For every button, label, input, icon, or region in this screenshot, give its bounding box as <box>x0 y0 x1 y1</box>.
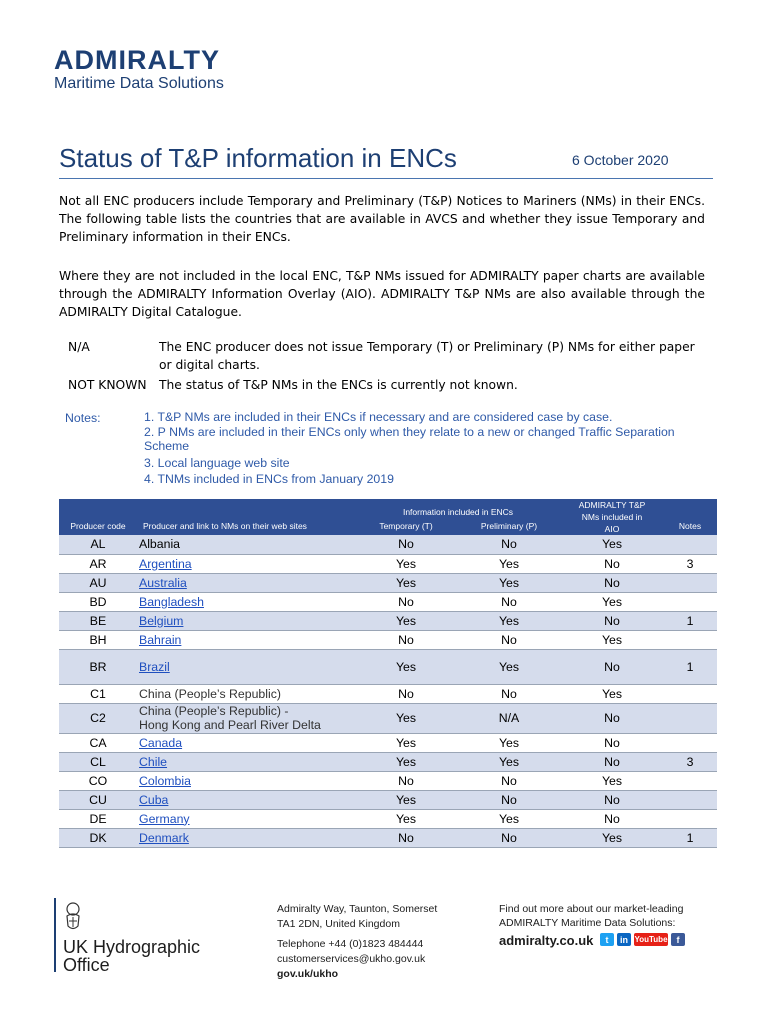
note-item: 2. P NMs are included in their ENCs only when they relate to a new or changed Traffic Separation Scheme <box>144 424 675 453</box>
table-row <box>59 771 717 790</box>
preliminary-value: No <box>457 684 561 703</box>
producer-code: BR <box>59 649 137 684</box>
aio-value: No <box>561 733 663 752</box>
table-row <box>59 809 717 828</box>
aio-value: No <box>561 554 663 573</box>
table-row <box>59 684 717 703</box>
preliminary-value: No <box>457 790 561 809</box>
note-item: 4. TNMs included in ENCs from January 2019 <box>144 472 394 486</box>
aio-value: Yes <box>561 684 663 703</box>
header-admiralty-aio: ADMIRALTY T&P NMs included in AIO <box>578 500 646 534</box>
ukho-logo-text <box>63 938 200 974</box>
more-line1: Find out more about our market-leading <box>499 903 684 915</box>
note-item: 1. T&P NMs are included in their ENCs if necessary and are considered case by case. <box>144 410 613 424</box>
table-row <box>59 611 717 630</box>
temporary-value: Yes <box>355 809 457 828</box>
producer-link-chile[interactable]: Chile <box>139 754 168 769</box>
preliminary-value: Yes <box>457 752 561 771</box>
producer-code: C2 <box>59 703 137 733</box>
aio-value: No <box>561 573 663 592</box>
producer-link-colombia[interactable]: Colombia <box>139 773 191 788</box>
temporary-value: Yes <box>355 703 457 733</box>
note-ref <box>663 733 717 752</box>
definition-description: The status of T&P NMs in the ENCs is currently not known. <box>159 378 518 392</box>
aio-value: Yes <box>561 592 663 611</box>
temporary-value: Yes <box>355 790 457 809</box>
preliminary-value: No <box>457 630 561 649</box>
table-row <box>59 573 717 592</box>
note-ref <box>663 535 717 554</box>
table-row <box>59 752 717 771</box>
temporary-value: No <box>355 630 457 649</box>
notes-list <box>144 410 709 487</box>
aio-value: Yes <box>561 535 663 554</box>
preliminary-value: N/A <box>457 703 561 733</box>
table-row <box>59 703 717 733</box>
org-name-line1: UK Hydrographic <box>63 937 201 957</box>
admiralty-site-link[interactable]: admiralty.co.uk <box>499 933 594 948</box>
table-row <box>59 790 717 809</box>
footer-divider <box>54 898 56 972</box>
producer-code: BD <box>59 592 137 611</box>
preliminary-value: No <box>457 828 561 847</box>
table-header-row-1 <box>59 499 717 517</box>
temporary-value: No <box>355 828 457 847</box>
note-ref <box>663 809 717 828</box>
definition-not-known <box>68 376 708 394</box>
linkedin-icon[interactable]: in <box>617 933 631 946</box>
producer-code: AR <box>59 554 137 573</box>
producer-link-brazil[interactable]: Brazil <box>139 659 170 674</box>
producer-link-germany[interactable]: Germany <box>139 811 190 826</box>
temporary-value: No <box>355 771 457 790</box>
brand-name: ADMIRALTY <box>54 45 220 75</box>
producer-link-canada[interactable]: Canada <box>139 735 183 750</box>
aio-paragraph: Where they are not included in the local ENC, T&P NMs issued for ADMIRALTY paper charts are available through the ADMIRALTY Information Overlay (AIO). ADMIRALTY T&P NMs are also available through the ADMIRALTY Digital Catalogue. <box>59 269 705 319</box>
producer-code: CL <box>59 752 137 771</box>
producer-code: DE <box>59 809 137 828</box>
table-row <box>59 535 717 554</box>
note-item: 3. Local language web site <box>144 455 290 470</box>
aio-value: Yes <box>561 630 663 649</box>
producer-code: AL <box>59 535 137 554</box>
preliminary-value: Yes <box>457 809 561 828</box>
address-line1: Admiralty Way, Taunton, Somerset <box>277 903 438 915</box>
footer-address <box>277 902 437 982</box>
producer-link-bangladesh[interactable]: Bangladesh <box>139 594 204 609</box>
producer-link-argentina[interactable]: Argentina <box>139 556 192 571</box>
youtube-icon[interactable]: YouTube <box>634 935 668 944</box>
aio-value: No <box>561 611 663 630</box>
header-producer: Producer and link to NMs on their web sites <box>143 521 307 531</box>
social-links <box>600 933 685 946</box>
aio-value: Yes <box>561 771 663 790</box>
note-ref <box>663 630 717 649</box>
temporary-value: No <box>355 592 457 611</box>
temporary-value: Yes <box>355 554 457 573</box>
header-info-group: Information included in ENCs <box>402 507 514 517</box>
footer-more-info <box>499 902 683 930</box>
temporary-value: No <box>355 684 457 703</box>
preliminary-value: No <box>457 592 561 611</box>
header-preliminary: Preliminary (P) <box>480 521 538 531</box>
address-line2: TA1 2DN, United Kingdom <box>277 918 400 930</box>
title-divider <box>59 178 713 179</box>
temporary-value: Yes <box>355 752 457 771</box>
producer-name: China (People’s Republic) - <box>139 704 289 718</box>
twitter-icon[interactable]: t <box>600 933 614 946</box>
note-ref <box>663 684 717 703</box>
more-line2: ADMIRALTY Maritime Data Solutions: <box>499 917 676 929</box>
producer-code: BE <box>59 611 137 630</box>
note-ref: 1 <box>663 649 717 684</box>
preliminary-value: No <box>457 771 561 790</box>
note-ref <box>663 592 717 611</box>
note-ref: 1 <box>663 611 717 630</box>
table-row <box>59 649 717 684</box>
producer-code: AU <box>59 573 137 592</box>
preliminary-value: Yes <box>457 573 561 592</box>
note-ref <box>663 703 717 733</box>
preliminary-value: Yes <box>457 611 561 630</box>
note-ref <box>663 771 717 790</box>
producer-code: DK <box>59 828 137 847</box>
aio-value: No <box>561 703 663 733</box>
facebook-icon[interactable]: f <box>671 933 685 946</box>
producer-code: CA <box>59 733 137 752</box>
temporary-value: Yes <box>355 573 457 592</box>
definition-description: The ENC producer does not issue Temporary (T) or Preliminary (P) NMs for either paper or digital charts. <box>159 340 695 372</box>
table-row <box>59 828 717 847</box>
aio-value: No <box>561 790 663 809</box>
intro-paragraph: Not all ENC producers include Temporary and Preliminary (T&P) Notices to Mariners (NMs) in their ENCs. The following table lists the countries that are available in AVCS and whether they issue Temporary and Preliminary information in their ENCs. <box>59 194 705 244</box>
document-date: 6 October 2020 <box>572 152 669 168</box>
email-link[interactable]: customerservices@ukho.gov.uk <box>277 953 426 965</box>
header-temporary: Temporary (T) <box>379 521 433 531</box>
note-ref <box>663 790 717 809</box>
temporary-value: Yes <box>355 649 457 684</box>
note-ref: 3 <box>663 752 717 771</box>
header-producer-code: Producer code <box>70 521 126 531</box>
producer-link-australia[interactable]: Australia <box>139 575 187 590</box>
temporary-value: Yes <box>355 733 457 752</box>
producer-link-bahrain[interactable]: Bahrain <box>139 632 182 647</box>
producer-code: BH <box>59 630 137 649</box>
org-name-line2: Office <box>63 955 110 975</box>
table-row <box>59 554 717 573</box>
preliminary-value: Yes <box>457 554 561 573</box>
brand-subtitle: Maritime Data Solutions <box>54 75 224 92</box>
note-ref: 3 <box>663 554 717 573</box>
web-link[interactable]: gov.uk/ukho <box>277 968 339 980</box>
aio-value: No <box>561 649 663 684</box>
temporary-value: Yes <box>355 611 457 630</box>
telephone: Telephone +44 (0)1823 484444 <box>277 938 424 950</box>
preliminary-value: Yes <box>457 733 561 752</box>
header-notes: Notes <box>678 521 702 531</box>
producer-name-line2: Hong Kong and Pearl River Delta <box>139 718 321 732</box>
producer-code: CO <box>59 771 137 790</box>
aio-value: Yes <box>561 828 663 847</box>
producer-name-cell <box>137 703 355 733</box>
temporary-value: No <box>355 535 457 554</box>
page-title: Status of T&P information in ENCs <box>59 143 457 173</box>
table-row <box>59 592 717 611</box>
producer-link-belgium[interactable]: Belgium <box>139 613 184 628</box>
producer-link-denmark[interactable]: Denmark <box>139 830 189 845</box>
preliminary-value: Yes <box>457 649 561 684</box>
notes-label: Notes: <box>65 411 101 425</box>
note-ref <box>663 573 717 592</box>
crest-icon <box>62 900 84 934</box>
aio-value: No <box>561 752 663 771</box>
definition-term: NOT KNOWN <box>68 378 147 392</box>
enc-status-table <box>59 499 717 848</box>
table-row <box>59 630 717 649</box>
definition-na <box>68 338 708 374</box>
definition-term: N/A <box>68 340 90 354</box>
producer-name: China (People’s Republic) <box>137 684 355 703</box>
producer-link-cuba[interactable]: Cuba <box>139 792 169 807</box>
producer-code: C1 <box>59 684 137 703</box>
definitions-list <box>68 338 708 394</box>
producer-name: Albania <box>137 535 355 554</box>
table-row <box>59 733 717 752</box>
aio-value: No <box>561 809 663 828</box>
producer-code: CU <box>59 790 137 809</box>
admiralty-logo <box>54 46 224 94</box>
note-ref: 1 <box>663 828 717 847</box>
preliminary-value: No <box>457 535 561 554</box>
